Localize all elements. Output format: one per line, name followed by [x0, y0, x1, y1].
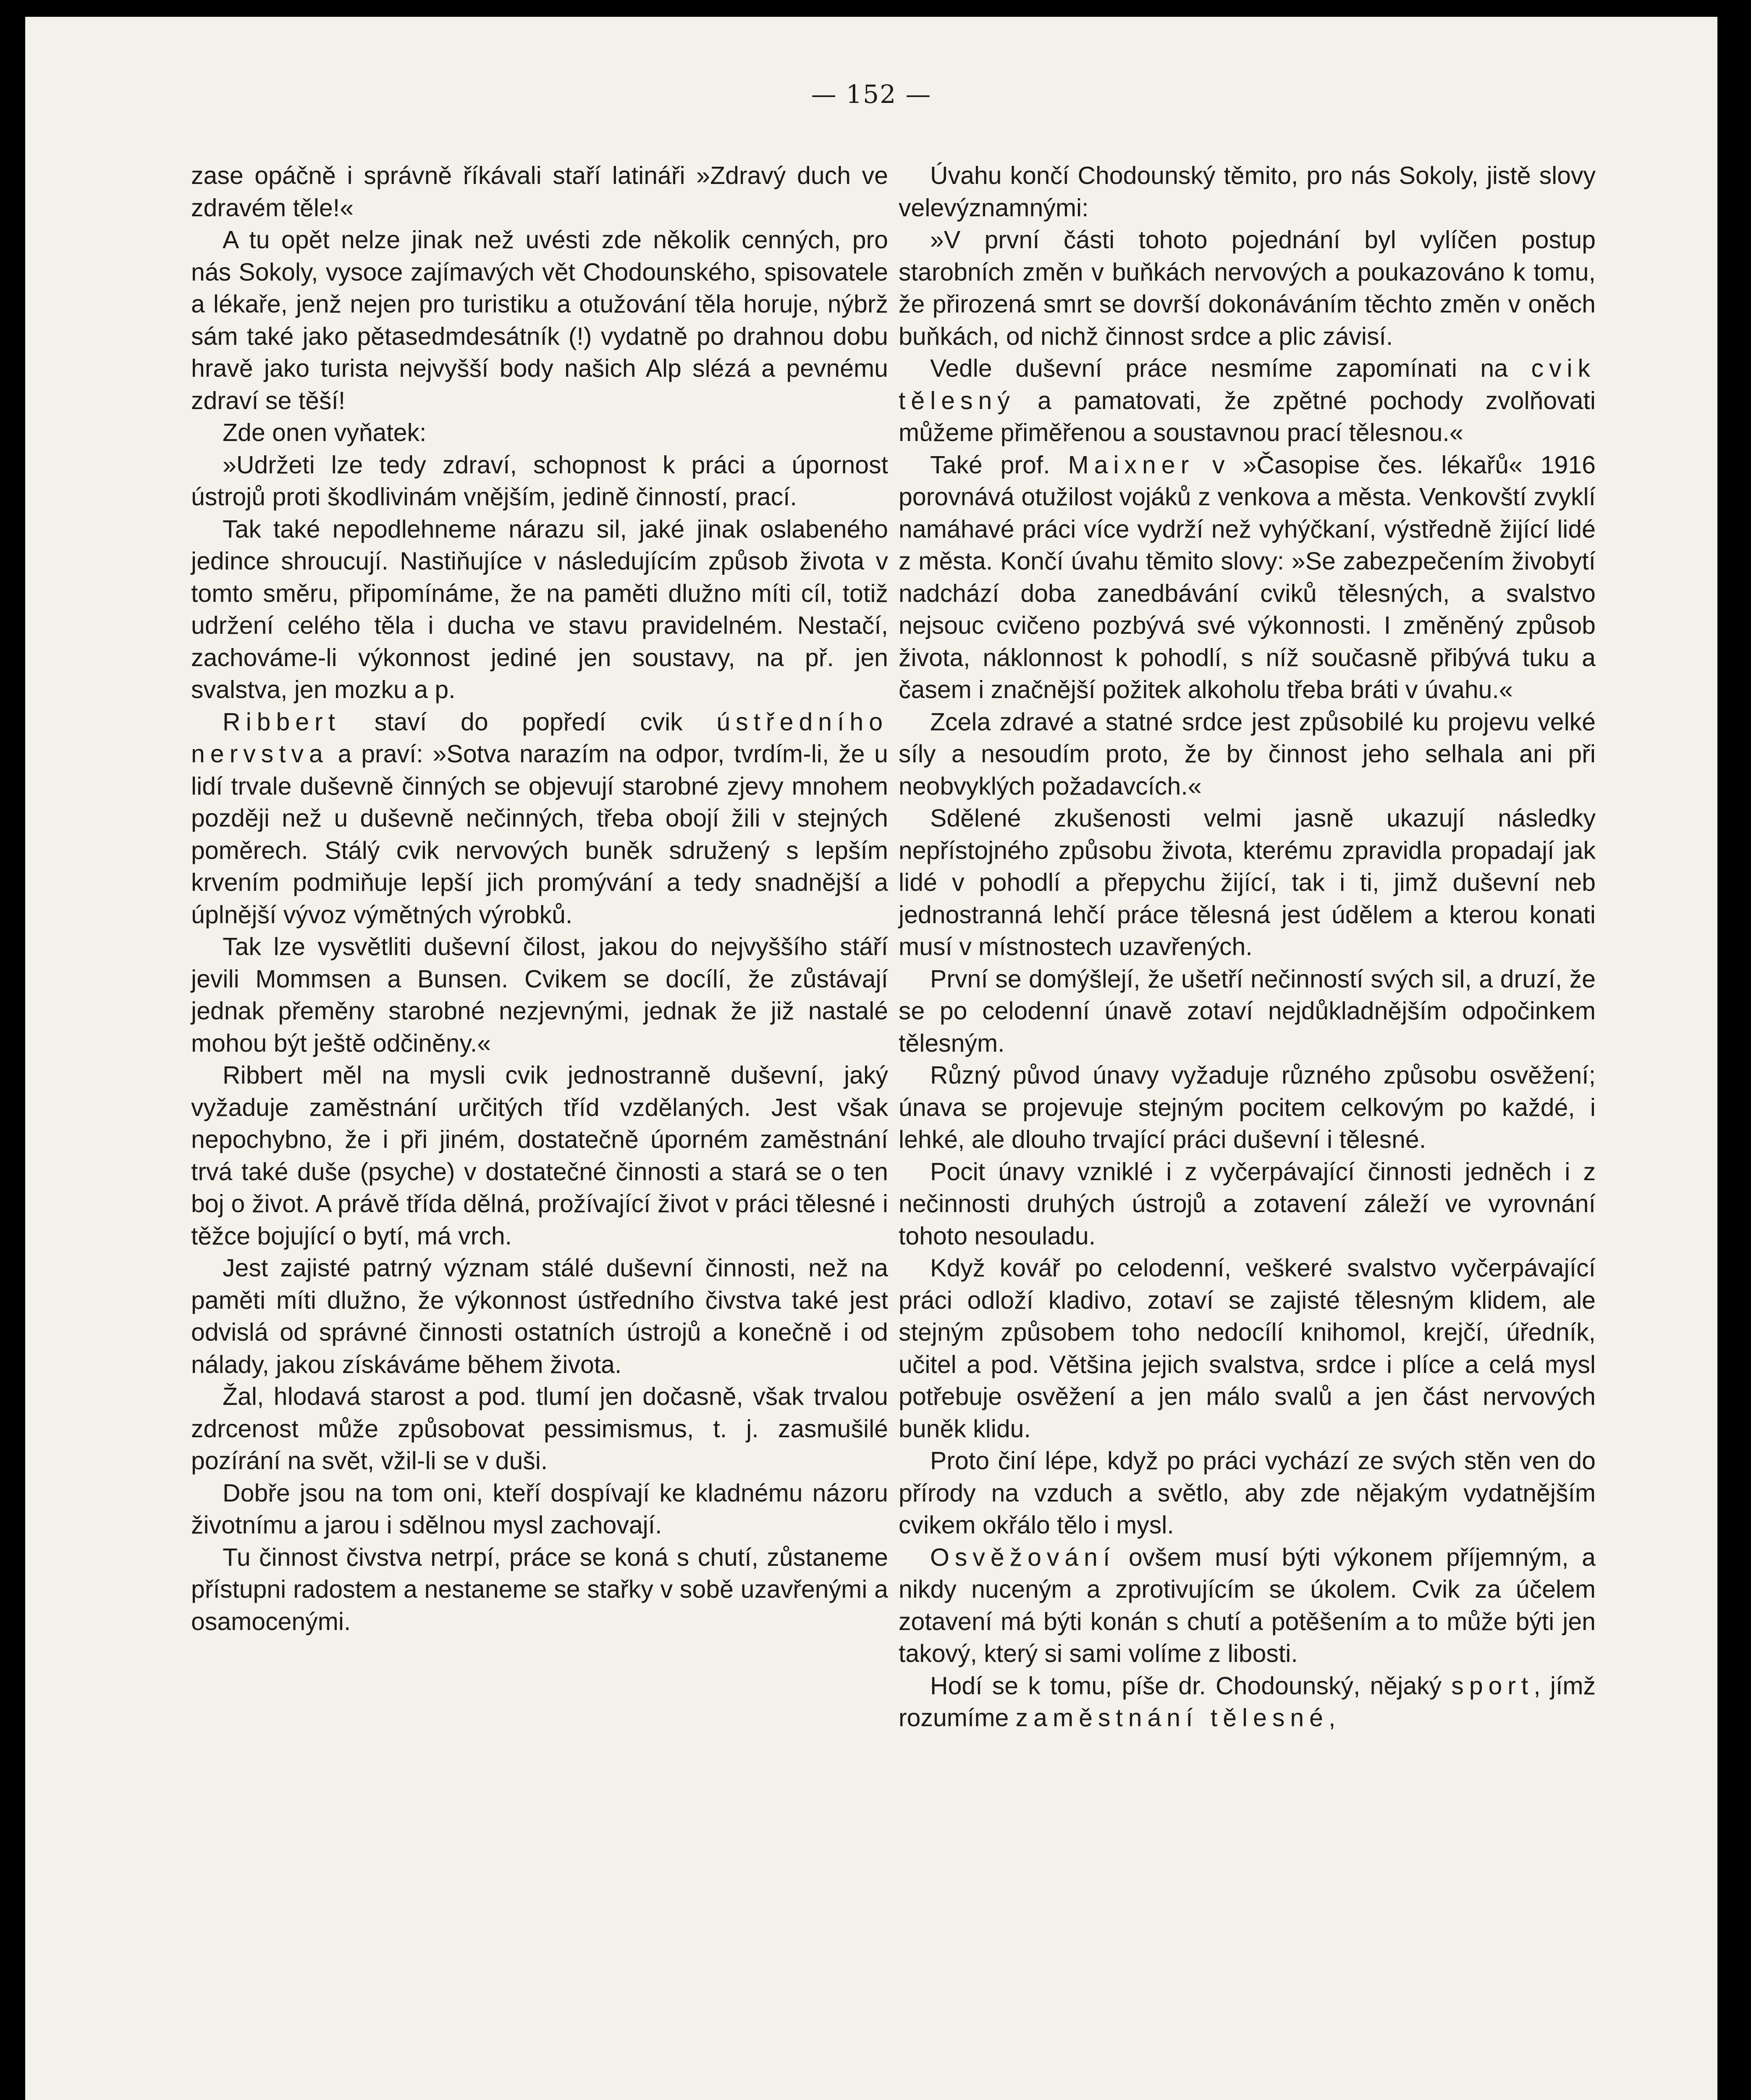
paragraph-text: staví do popředí cvik [341, 708, 717, 736]
left-column [191, 160, 888, 1638]
spaced-emphasis: Ribbert [223, 708, 341, 736]
paragraph-text: Tak také nepodlehneme nárazu sil, jaké jinak oslabeného jedince shroucují. Nastiňujíce v následujícím způsob života v tomto směru, připomínáme, že na paměti dlužno míti cíl, totiž udržení celého těla i ducha ve stavu pravidelném. Nestačí, zachováme-li výkonnost jediné jen soustavy, na př. jen svalstva, jen mozku a p. [191, 515, 888, 704]
right-paragraph [899, 352, 1596, 449]
paragraph-text: zase opáčně i správně říkávali staří latináři »Zdravý duch ve zdravém těle!« [191, 162, 888, 222]
left-paragraph [191, 224, 888, 417]
book-page [25, 17, 1717, 2100]
spaced-emphasis: Osvěžování [930, 1543, 1116, 1571]
right-paragraph [899, 1445, 1596, 1541]
left-paragraph [191, 417, 888, 449]
paragraph-text: Dobře jsou na tom oni, kteří dospívají ke kladnému názoru životnímu a jarou i sdělnou mysl zachovají. [191, 1479, 888, 1539]
left-paragraph [191, 931, 888, 1059]
paragraph-text: Žal, hlodavá starost a pod. tlumí jen dočasně, však trvalou zdrcenost může způsobovat pessimismus, t. j. zasmušilé pozírání na svět, vžil-li se v duši. [191, 1383, 888, 1475]
right-paragraph [899, 1252, 1596, 1445]
paragraph-text: Tu činnost čivstva netrpí, práce se koná s chutí, zůstaneme přístupni radostem a nestaneme se stařky v sobě uzavřenými a osamocenými. [191, 1543, 888, 1635]
left-paragraph [191, 1541, 888, 1638]
right-paragraph [899, 449, 1596, 706]
paragraph-text: Vedle duševní práce nesmíme zapomínati na [930, 354, 1531, 382]
spaced-emphasis: Maixner [1068, 451, 1195, 479]
paragraph-text: a praví: »Sotva narazím na odpor, tvrdím-li, že u lidí trvale duševně činných se objevují starobné zjevy mnohem později než u duševně nečinných, třeba obojí žili v stejných poměrech. Stálý cvik nervových buněk sdružený s lepším krvením podmiňuje lepší jich promývání a tedy snadnější a úplnější vývoz výmětných výrobků. [191, 740, 888, 929]
right-column [899, 160, 1596, 1734]
paragraph-text: Proto činí lépe, když po práci vychází ze svých stěn ven do přírody na vzduch a světlo, aby zde nějakým vydatnějším cvikem okřálo tělo i mysl. [899, 1447, 1596, 1539]
paragraph-text: Sdělené zkušenosti velmi jasně ukazují následky nepřístojného způsobu života, kterému zpravidla propadají jak lidé v pohodlí a přepychu žijící, tak i ti, jimž duševní neb jednostranná lehčí práce tělesná jest údělem a kterou konati musí v místnostech uzavřených. [899, 804, 1596, 961]
paragraph-text: A tu opět nelze jinak než uvésti zde několik cenných, pro nás Sokoly, vysoce zajímavých vět Chodounského, spisovatele a lékaře, jenž nejen pro turistiku a otužování těla horuje, nýbrž sám také jako pětasedmdesátník (!) vydatně po drahnou dobu hravě jako turista nejvyšší body našich Alp slézá a pevnému zdraví se těší! [191, 226, 888, 415]
right-paragraph [899, 1670, 1596, 1734]
spaced-emphasis: sport [1451, 1672, 1534, 1700]
page-number: — 152 — [811, 80, 932, 109]
paragraph-text: První se domýšlejí, že ušetří nečinností svých sil, a druzí, že se po celodenní únavě zotaví nejdůkladnějším odpočinkem tělesným. [899, 965, 1596, 1057]
left-paragraph [191, 449, 888, 513]
spaced-emphasis: zaměstnání tělesné [1015, 1704, 1329, 1732]
spaced-emphasis: cvik tělesný [899, 354, 1596, 415]
left-paragraph [191, 1381, 888, 1477]
right-paragraph [899, 224, 1596, 352]
left-paragraph [191, 160, 888, 224]
paragraph-text: ovšem musí býti výkonem příjemným, a nikdy nuceným a zprotivujícím se úkolem. Cvik za účelem zotavení má býti konán s chutí a potěšením a to může býti jen takový, který si sami volíme z libosti. [899, 1543, 1596, 1667]
right-paragraph [899, 160, 1596, 224]
left-paragraph [191, 1477, 888, 1541]
right-paragraph [899, 802, 1596, 963]
paragraph-text: , jímž rozumíme [899, 1672, 1596, 1732]
left-paragraph [191, 706, 888, 931]
spaced-emphasis: ústředního nervstva [191, 708, 888, 768]
right-paragraph [899, 1156, 1596, 1252]
left-paragraph [191, 1252, 888, 1381]
paragraph-text: Zcela zdravé a statné srdce jest způsobilé ku projevu velké síly a nesoudím proto, že by činnost jeho selhala ani při neobvyklých požadavcích.« [899, 708, 1596, 800]
paragraph-text: v »Časopise čes. lékařů« 1916 porovnává otužilost vojáků z venkova a města. Venkovští zvyklí namáhavé práci více vydrží než vyhýčkaní, výstředně žijící lidé z města. Končí úvahu těmito slovy: »Se zabezpečením živobytí nadchází doba zanedbávání cviků tělesných, a svalstvo nejsouc cvičeno pozbývá své výkonnosti. I změněný způsob života, náklonnost k pohodlí, s níž současně přibývá tuku a časem i značnější požitek alkoholu třeba bráti v úvahu.« [899, 451, 1596, 704]
paragraph-text: Tak lze vysvětliti duševní čilost, jakou do nejvyššího stáří jevili Mommsen a Bunsen. Cvikem se docílí, že zůstávají jednak přeměny starobné nezjevnými, jednak že již nastalé mohou být ještě odčiněny.« [191, 933, 888, 1057]
right-paragraph [899, 1059, 1596, 1156]
paragraph-text: Ribbert měl na mysli cvik jednostranně duševní, jaký vyžaduje zaměstnání určitých tříd vzdělaných. Jest však nepochybno, že i při jiném, dostatečně úporném zaměstnání trvá také duše (psyche) v dostatečné činnosti a stará se o ten boj o život. A právě třída dělná, prožívající život v práci tělesné i těžce bojující o bytí, má vrch. [191, 1061, 888, 1250]
paragraph-text: Úvahu končí Chodounský těmito, pro nás Sokoly, jistě slovy velevýznamnými: [899, 162, 1596, 222]
paragraph-text: Hodí se k tomu, píše dr. Chodounský, nějaký [930, 1672, 1452, 1700]
left-paragraph [191, 1059, 888, 1252]
paragraph-text: , [1328, 1704, 1336, 1732]
paragraph-text: a pamatovati, že zpětné pochody zvolňovati můžeme přiměřenou a soustavnou prací tělesnou.« [899, 386, 1596, 446]
paragraph-text: »V první části tohoto pojednání byl vylíčen postup starobních změn v buňkách nervových a poukazováno k tomu, že přirozená smrt se dovrší dokonáváním těchto změn v oněch buňkách, od nichž činnost srdce a plic závisí. [899, 226, 1596, 350]
paragraph-text: »Udržeti lze tedy zdraví, schopnost k práci a úpornost ústrojů proti škodlivinám vnějším, jedině činností, prací. [191, 451, 888, 511]
paragraph-text: Různý původ únavy vyžaduje různého způsobu osvěžení; únava se projevuje stejným pocitem celkovým po každé, i lehké, ale dlouho trvající práci duševní i tělesné. [899, 1061, 1596, 1153]
paragraph-text: Také prof. [930, 451, 1068, 479]
left-paragraph [191, 513, 888, 706]
right-paragraph [899, 706, 1596, 803]
paragraph-text: Když kovář po celodenní, veškeré svalstvo vyčerpávající práci odloží kladivo, zotaví se zajisté tělesným klidem, ale stejným způsobem toho nedocílí knihomol, krejčí, úředník, učitel a pod. Většina jejich svalstva, srdce i plíce a celá mysl potřebuje osvěžení a jen málo svalů a jen část nervových buněk klidu. [899, 1254, 1596, 1443]
right-paragraph [899, 963, 1596, 1060]
paragraph-text: Zde onen vyňatek: [223, 419, 427, 446]
right-paragraph [899, 1541, 1596, 1670]
paragraph-text: Jest zajisté patrný význam stálé duševní činnosti, než na paměti míti dlužno, že výkonnost ústředního čivstva také jest odvislá od správné činnosti ostatních ústrojů a konečně i od nálady, jakou získáváme během života. [191, 1254, 888, 1378]
paragraph-text: Pocit únavy vzniklé i z vyčerpávající činnosti jedněch i z nečinnosti druhých ústrojů a zotavení záleží ve vyrovnání tohoto nesouladu. [899, 1158, 1596, 1250]
